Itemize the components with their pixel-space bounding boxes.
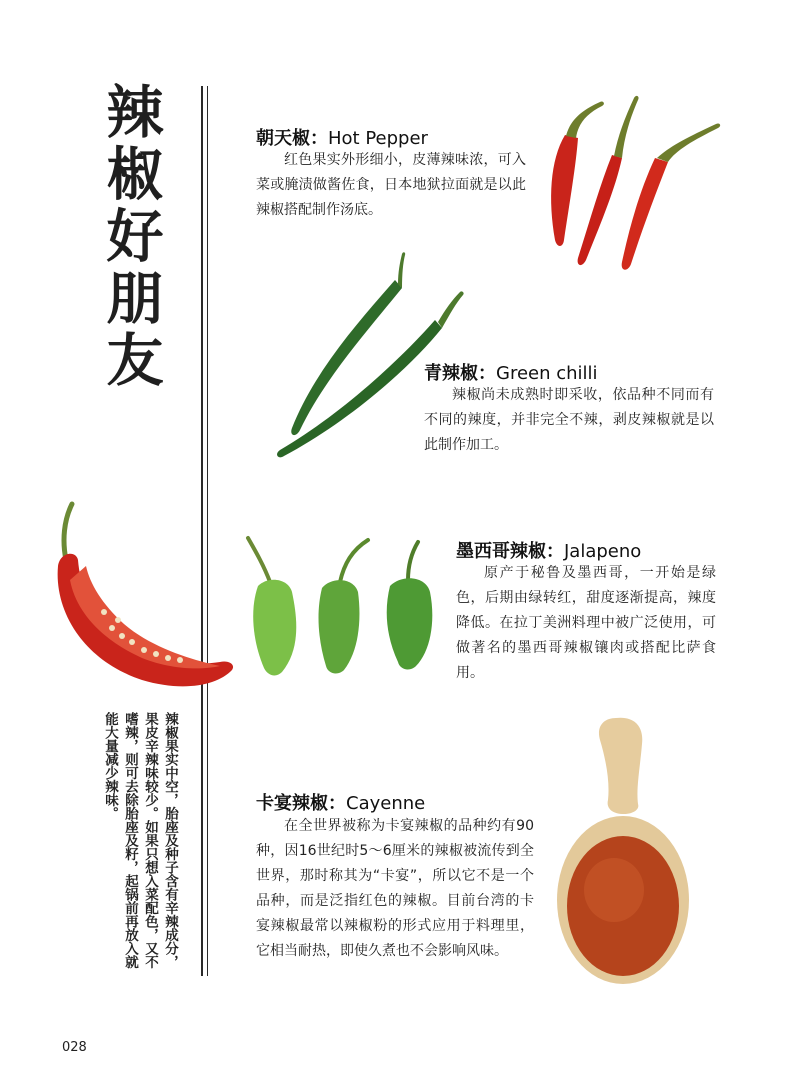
page-number: 028 [62,1040,87,1055]
section-text-hot-pepper: 红色果实外形细小，皮薄辣味浓，可入菜或腌渍做酱佐食，日本地狱拉面就是以此辣椒搭配制作汤底。 [256,152,526,218]
cayenne-powder-spoon-image [548,710,698,990]
jalapeno-image [240,530,440,680]
page-title: 辣椒好朋友 [106,79,164,394]
section-text-jalapeno: 原产于秘鲁及墨西哥，一开始是绿色，后期由绿转红，甜度逐渐提高，辣度降低。在拉丁美洲料理中被广泛使用，可做著名的墨西哥辣椒镶肉或搭配比萨食用。 [456,565,716,681]
section-text-cayenne: 在全世界被称为卡宴辣椒的品种约有90种，因16世纪时5～6厘米的辣椒被流传到全世界，那时称其为“卡宴”，所以它不是一个品种，而是泛指红色的辣椒。目前台湾的卡宴辣椒最常以辣椒粉的形式应用于料理里，它相当耐热，即使久煮也不会影响风味。 [256,818,534,959]
section-heading-jalapeno: 墨西哥辣椒：Jalapeno [456,541,642,562]
section-heading-cayenne: 卡宴辣椒：Cayenne [256,793,426,814]
section-text-green-chilli: 辣椒尚未成熟时即采收，依品种不同而有不同的辣度，并非完全不辣，剥皮辣椒就是以此制作加工。 [424,387,714,453]
section-heading-hot-pepper: 朝天椒：Hot Pepper [256,128,428,149]
hot-pepper-image [530,40,730,280]
section-heading-green-chilli: 青辣椒：Green chilli [424,363,598,384]
sliced-chilli-image [52,500,237,700]
side-note-vertical: 辣椒果实中空，胎座及种子含有辛辣成分，果皮辛辣味较少。如果只想入菜配色，又不嗜辣，则可去除胎座及籽，起锅前再放入就能大量减少辣味。 [102,712,178,969]
